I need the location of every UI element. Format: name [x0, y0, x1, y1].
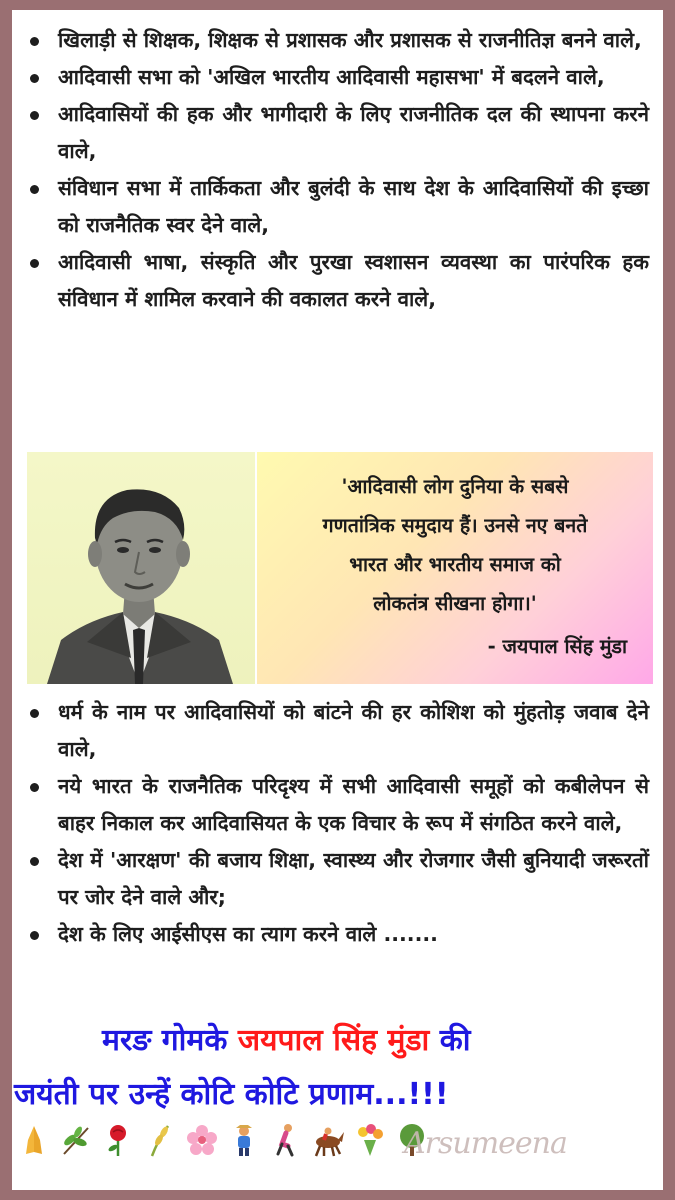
list-item	[12, 244, 663, 318]
bullet-dot	[30, 37, 39, 46]
folded-hands-icon	[14, 1120, 54, 1160]
emoji-row	[14, 1120, 432, 1170]
closing-line-1	[102, 1016, 471, 1066]
quote-line-3: भारत और भारतीय समाज को	[349, 553, 561, 576]
bullet-text: खिलाड़ी से शिक्षक, शिक्षक से प्रशासक और प्रशासक से राजनीतिज्ञ बनने वाले,	[58, 28, 642, 52]
bullet-dot	[30, 709, 39, 718]
bullet-text: आदिवासी सभा को 'अखिल भारतीय आदिवासी महासभा' में बदलने वाले,	[58, 65, 605, 89]
bullet-dot	[30, 783, 39, 792]
watermark-signature: Arsumeena	[404, 1126, 567, 1161]
rose-icon	[98, 1120, 138, 1160]
list-item	[12, 916, 663, 953]
herb-icon	[56, 1120, 96, 1160]
title-text: मरङ गोमके	[102, 1023, 228, 1058]
farmer-icon	[224, 1120, 264, 1160]
list-item	[12, 768, 663, 842]
top-bullet-list	[12, 22, 663, 318]
bullet-text: संविधान सभा में तार्किकता और बुलंदी के साथ देश के आदिवासियों की इच्छा को राजनैतिक स्वर देने वाले,	[58, 176, 649, 237]
list-item	[12, 22, 663, 59]
bullet-text: नये भारत के राजनैतिक परिदृश्य में सभी आदिवासी समूहों को कबीलेपन से बाहर निकाल कर आदिवासियत के एक विचार के रूप में संगठित करने वाले,	[58, 774, 649, 835]
bullet-text: आदिवासियों की हक और भागीदारी के लिए राजनीतिक दल की स्थापना करने वाले,	[58, 102, 649, 163]
list-item	[12, 96, 663, 170]
quote-line-4: लोकतंत्र सीखना होगा।'	[373, 592, 537, 615]
quote-line-2: गणतांत्रिक समुदाय हैं। उनसे नए बनते	[322, 514, 588, 537]
poster-card	[12, 10, 663, 1190]
bullet-dot	[30, 259, 39, 268]
list-item	[12, 842, 663, 916]
bullet-dot	[30, 185, 39, 194]
bullet-dot	[30, 111, 39, 120]
list-item	[12, 170, 663, 244]
closing-line-2: जयंती पर उन्हें कोटि कोटि प्रणाम...!!!	[14, 1077, 449, 1112]
list-item	[12, 694, 663, 768]
quote-author: - जयपाल सिंह मुंडा	[487, 635, 627, 658]
bullet-dot	[30, 931, 39, 940]
horse-racing-icon	[308, 1120, 348, 1160]
bullet-text: देश में 'आरक्षण' की बजाय शिक्षा, स्वास्थ्य और रोजगार जैसी बुनियादी जरूरतों पर जोर देने वाले और;	[58, 848, 649, 909]
bullet-text: धर्म के नाम पर आदिवासियों को बांटने की हर कोशिश को मुंहतोड़ जवाब देने वाले,	[58, 700, 649, 761]
rice-plant-icon	[140, 1120, 180, 1160]
name-text: जयपाल सिंह मुंडा	[237, 1023, 430, 1058]
bullet-text: आदिवासी भाषा, संस्कृति और पुरखा स्वशासन व्यवस्था का पारंपरिक हक संविधान में शामिल करवाने की वकालत करने वाले,	[58, 250, 649, 311]
bullet-dot	[30, 857, 39, 866]
cherry-blossom-icon	[182, 1120, 222, 1160]
postposition-text: की	[439, 1023, 471, 1058]
quote-line-1: 'आदिवासी लोग दुनिया के सबसे	[341, 475, 569, 498]
person-running-icon	[266, 1120, 306, 1160]
quote-box	[257, 452, 653, 684]
portrait-illustration	[27, 452, 255, 684]
bottom-bullet-list	[12, 694, 663, 953]
quote-band	[27, 452, 653, 684]
list-item	[12, 59, 663, 96]
portrait-photo	[27, 452, 255, 684]
bullet-text: देश के लिए आईसीएस का त्याग करने वाले .......	[58, 922, 438, 946]
bouquet-icon	[350, 1120, 390, 1160]
bullet-dot	[30, 74, 39, 83]
